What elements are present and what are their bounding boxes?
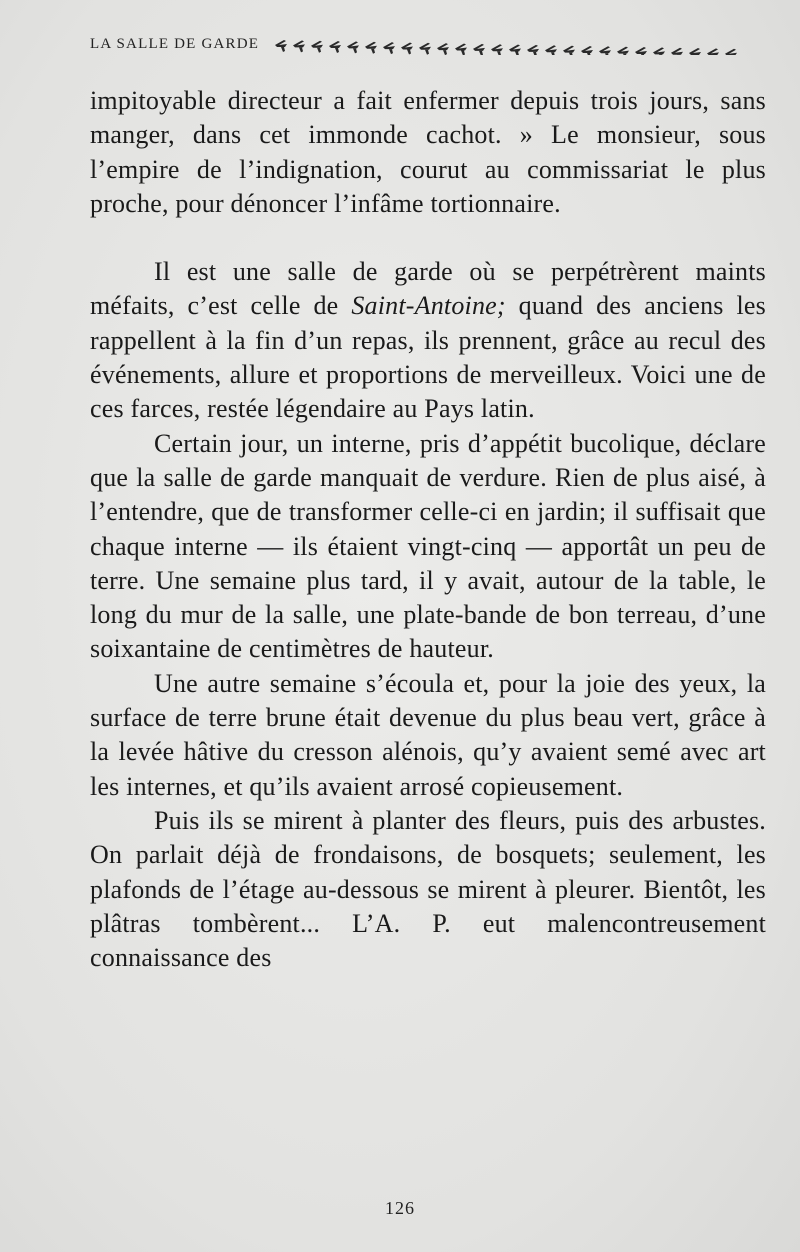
fleuron-ornament-icon — [599, 46, 611, 55]
page-number: 126 — [385, 1198, 415, 1218]
fleuron-ornament-icon — [383, 42, 395, 54]
fleuron-ornament-icon — [581, 46, 593, 55]
running-header — [90, 30, 770, 58]
fleuron-ornament-icon — [509, 45, 521, 55]
paragraph-text-start: Il est une salle de garde où se perpétrèrent maints méfaits, c’est celle de — [90, 257, 766, 321]
paragraph-saint-antoine — [90, 255, 766, 426]
fleuron-ornament-icon — [617, 47, 629, 55]
fleuron-ornament-icon — [293, 40, 305, 52]
fleuron-ornament-icon — [545, 45, 557, 55]
fleuron-ornament-icon — [401, 42, 413, 54]
fleuron-ornament-icon — [329, 41, 341, 53]
section-break — [90, 221, 766, 255]
hospital-name-italic: Saint-Antoine; — [351, 291, 506, 321]
body-text — [90, 84, 766, 975]
fleuron-ornament-icon — [689, 48, 701, 55]
paragraph-cress: Une autre semaine s’écoula et, pour la joie des yeux, la surface de terre brune était devenue du plus beau vert, grâce à la levée hâtive du cresson alénois, qu’y avaient semé avec art les internes, et qu’ils avaient arrosé copieusement. — [90, 668, 766, 801]
fleuron-ornament-icon — [635, 47, 647, 55]
fleuron-ornament-icon — [275, 40, 287, 52]
fleuron-border-icon — [273, 33, 743, 55]
running-title: LA SALLE DE GARDE — [90, 35, 260, 52]
fleuron-ornament-icon — [365, 42, 377, 54]
paragraph-text-end: quand des anciens les rappellent à la fin d’un repas, ils prennent, grâce au recul des événements, allure et proportions de merveilleux. Voici une de ces farces, restée légendaire au Pays latin. — [90, 291, 766, 424]
paragraph-continued: impitoyable directeur a fait enfermer depuis trois jours, sans manger, dans cet immonde cachot. » Le monsieur, sous l’empire de l’indignation, courut au commissariat le plus proche, pour dénoncer l’infâme tortionnaire. — [90, 86, 766, 218]
fleuron-ornament-icon — [311, 41, 323, 53]
fleuron-ornament-icon — [347, 41, 359, 53]
paragraph-garden-idea: Certain jour, un interne, pris d’appétit bucolique, déclare que la salle de garde manquait de verdure. Rien de plus aisé, à l’entendre, que de transformer celle-ci en jardin; il suffisait que chaque interne — ils étaient vingt-cinq — apportât un peu de terre. Une semaine plus tard, il y avait, autour de la table, le long du mur de la salle, une plate-bande de bon terreau, d’une soixantaine de centimètres de hauteur. — [90, 428, 766, 664]
fleuron-ornament-icon — [671, 48, 683, 55]
fleuron-ornament-icon — [527, 45, 539, 55]
fleuron-ornament-icon — [707, 48, 719, 55]
fleuron-ornament-icon — [473, 44, 485, 55]
fleuron-ornament-icon — [563, 46, 575, 55]
paragraph-plants: Puis ils se mirent à planter des fleurs, puis des arbustes. On parlait déjà de frondaisons, de bosquets; seulement, les plafonds de l’étage au-dessous se mirent à pleurer. Bientôt, les plâtras tombèrent... L’A. P. eut malencontreusement connaissance des — [90, 805, 766, 973]
fleuron-ornament-icon — [725, 49, 737, 55]
fleuron-ornament-icon — [455, 44, 467, 56]
fleuron-ornament-icon — [491, 44, 503, 55]
fleuron-ornament-icon — [653, 47, 665, 55]
fleuron-ornament-icon — [437, 43, 449, 55]
fleuron-ornament-icon — [419, 43, 431, 55]
